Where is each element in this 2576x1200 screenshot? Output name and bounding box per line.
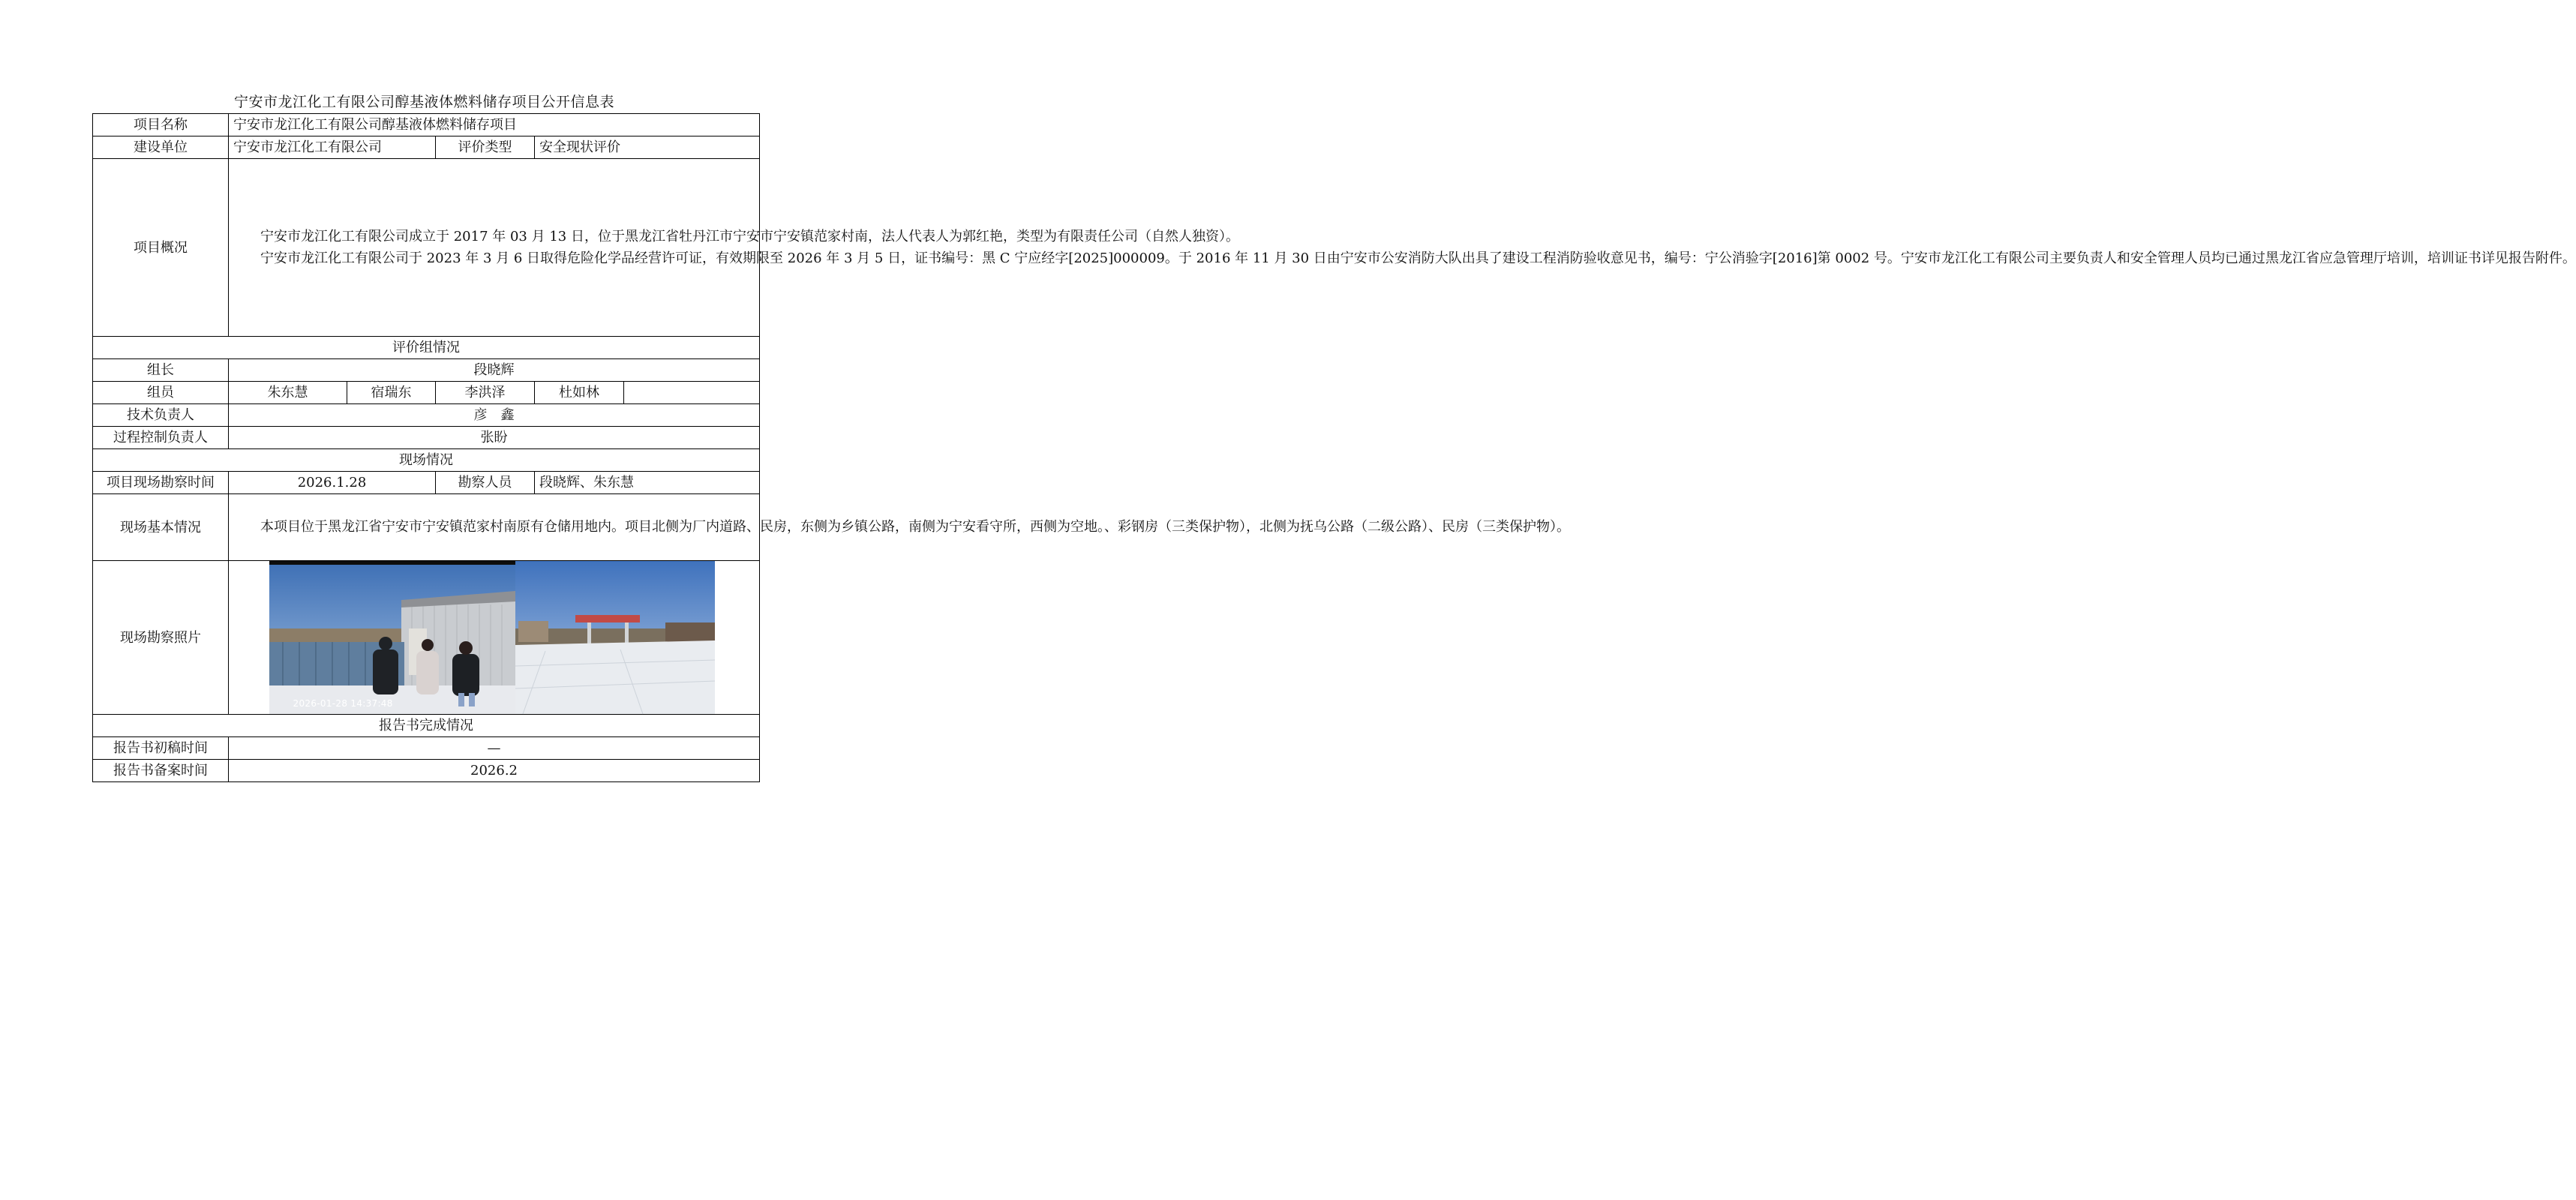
report-section-heading: 报告书完成情况	[93, 715, 760, 737]
tech-value: 彦 鑫	[229, 404, 760, 427]
draft-value: —	[229, 737, 760, 760]
site-people-value: 段晓辉、朱东慧	[535, 472, 760, 494]
member-1: 朱东慧	[229, 382, 347, 404]
site-photos-cell	[229, 561, 760, 715]
member-2: 宿瑞东	[347, 382, 436, 404]
overview-paragraph-1: 宁安市龙江化工有限公司成立于 2017 年 03 月 13 日，位于黑龙江省牡丹江市宁安市宁安镇范家村南，法人代表人为郭红艳，类型为有限责任公司（自然人独资）。	[260, 228, 1239, 244]
draft-label: 报告书初稿时间	[93, 737, 229, 760]
row-site-time	[93, 472, 760, 494]
row-site-photos	[93, 561, 760, 715]
builder-value: 宁安市龙江化工有限公司	[229, 136, 436, 159]
member-4: 杜如林	[535, 382, 624, 404]
row-site-section	[93, 449, 760, 472]
tech-label: 技术负责人	[93, 404, 229, 427]
site-basic-text	[229, 494, 1570, 561]
row-filing	[93, 760, 760, 782]
site-basic-paragraph: 本项目位于黑龙江省宁安市宁安镇范家村南原有仓储用地内。项目北侧为厂内道路、民房，东侧为乡镇公路，南侧为宁安看守所，西侧为空地。、彩钢房（三类保护物），北侧为抚乌公路（二级公路）、民房（三类保护物）。	[260, 519, 1570, 536]
site-photo-left	[269, 561, 515, 714]
row-builder	[93, 136, 760, 159]
builder-label: 建设单位	[93, 136, 229, 159]
row-project-name	[93, 114, 760, 136]
row-tech	[93, 404, 760, 427]
photo-timestamp: 2026-01-28 14:37:48	[293, 698, 393, 709]
leader-value: 段晓辉	[229, 359, 760, 382]
row-process	[93, 427, 760, 449]
row-team-section	[93, 337, 760, 359]
leader-label: 组长	[93, 359, 229, 382]
site-photo-label: 现场勘察照片	[93, 561, 229, 715]
eval-type-label: 评价类型	[436, 136, 535, 159]
process-value: 张盼	[229, 427, 760, 449]
site-time-value: 2026.1.28	[229, 472, 436, 494]
team-section-heading: 评价组情况	[93, 337, 760, 359]
eval-type-value: 安全现状评价	[535, 136, 760, 159]
members-label: 组员	[93, 382, 229, 404]
info-table	[92, 113, 2576, 782]
overview-text	[229, 159, 2576, 337]
row-site-basic	[93, 494, 760, 561]
overview-label: 项目概况	[93, 159, 229, 337]
project-name-value: 宁安市龙江化工有限公司醇基液体燃料储存项目	[229, 114, 760, 136]
member-5	[624, 382, 760, 404]
overview-paragraph-2: 宁安市龙江化工有限公司于 2023 年 3 月 6 日取得危险化学品经营许可证，有效期限至 2026 年 3 月 5 日，证书编号：黑 C 宁应经字[2025]000009。于 2016 年 11 月 30 日由宁安市公安消防大队出具了建设工程消防验收意见书，编号：宁公消验字[2016]第 0002 号。宁安市龙江化工有限公司主要负责人和安全管理人员均已通过黑龙江省应急管理厅培训，培训证书详见报告附件。	[260, 250, 2576, 266]
filing-label: 报告书备案时间	[93, 760, 229, 782]
process-label: 过程控制负责人	[93, 427, 229, 449]
document-title: 宁安市龙江化工有限公司醇基液体燃料储存项目公开信息表	[233, 94, 614, 110]
site-people-label: 勘察人员	[436, 472, 535, 494]
row-members	[93, 382, 760, 404]
site-time-label: 项目现场勘察时间	[93, 472, 229, 494]
project-name-label: 项目名称	[93, 114, 229, 136]
member-3: 李洪泽	[436, 382, 535, 404]
site-photos	[269, 561, 719, 714]
site-photo-right	[515, 561, 715, 714]
site-basic-label: 现场基本情况	[93, 494, 229, 561]
row-overview	[93, 159, 760, 337]
filing-value: 2026.2	[229, 760, 760, 782]
row-report-section	[93, 715, 760, 737]
site-section-heading: 现场情况	[93, 449, 760, 472]
row-leader	[93, 359, 760, 382]
row-draft	[93, 737, 760, 760]
